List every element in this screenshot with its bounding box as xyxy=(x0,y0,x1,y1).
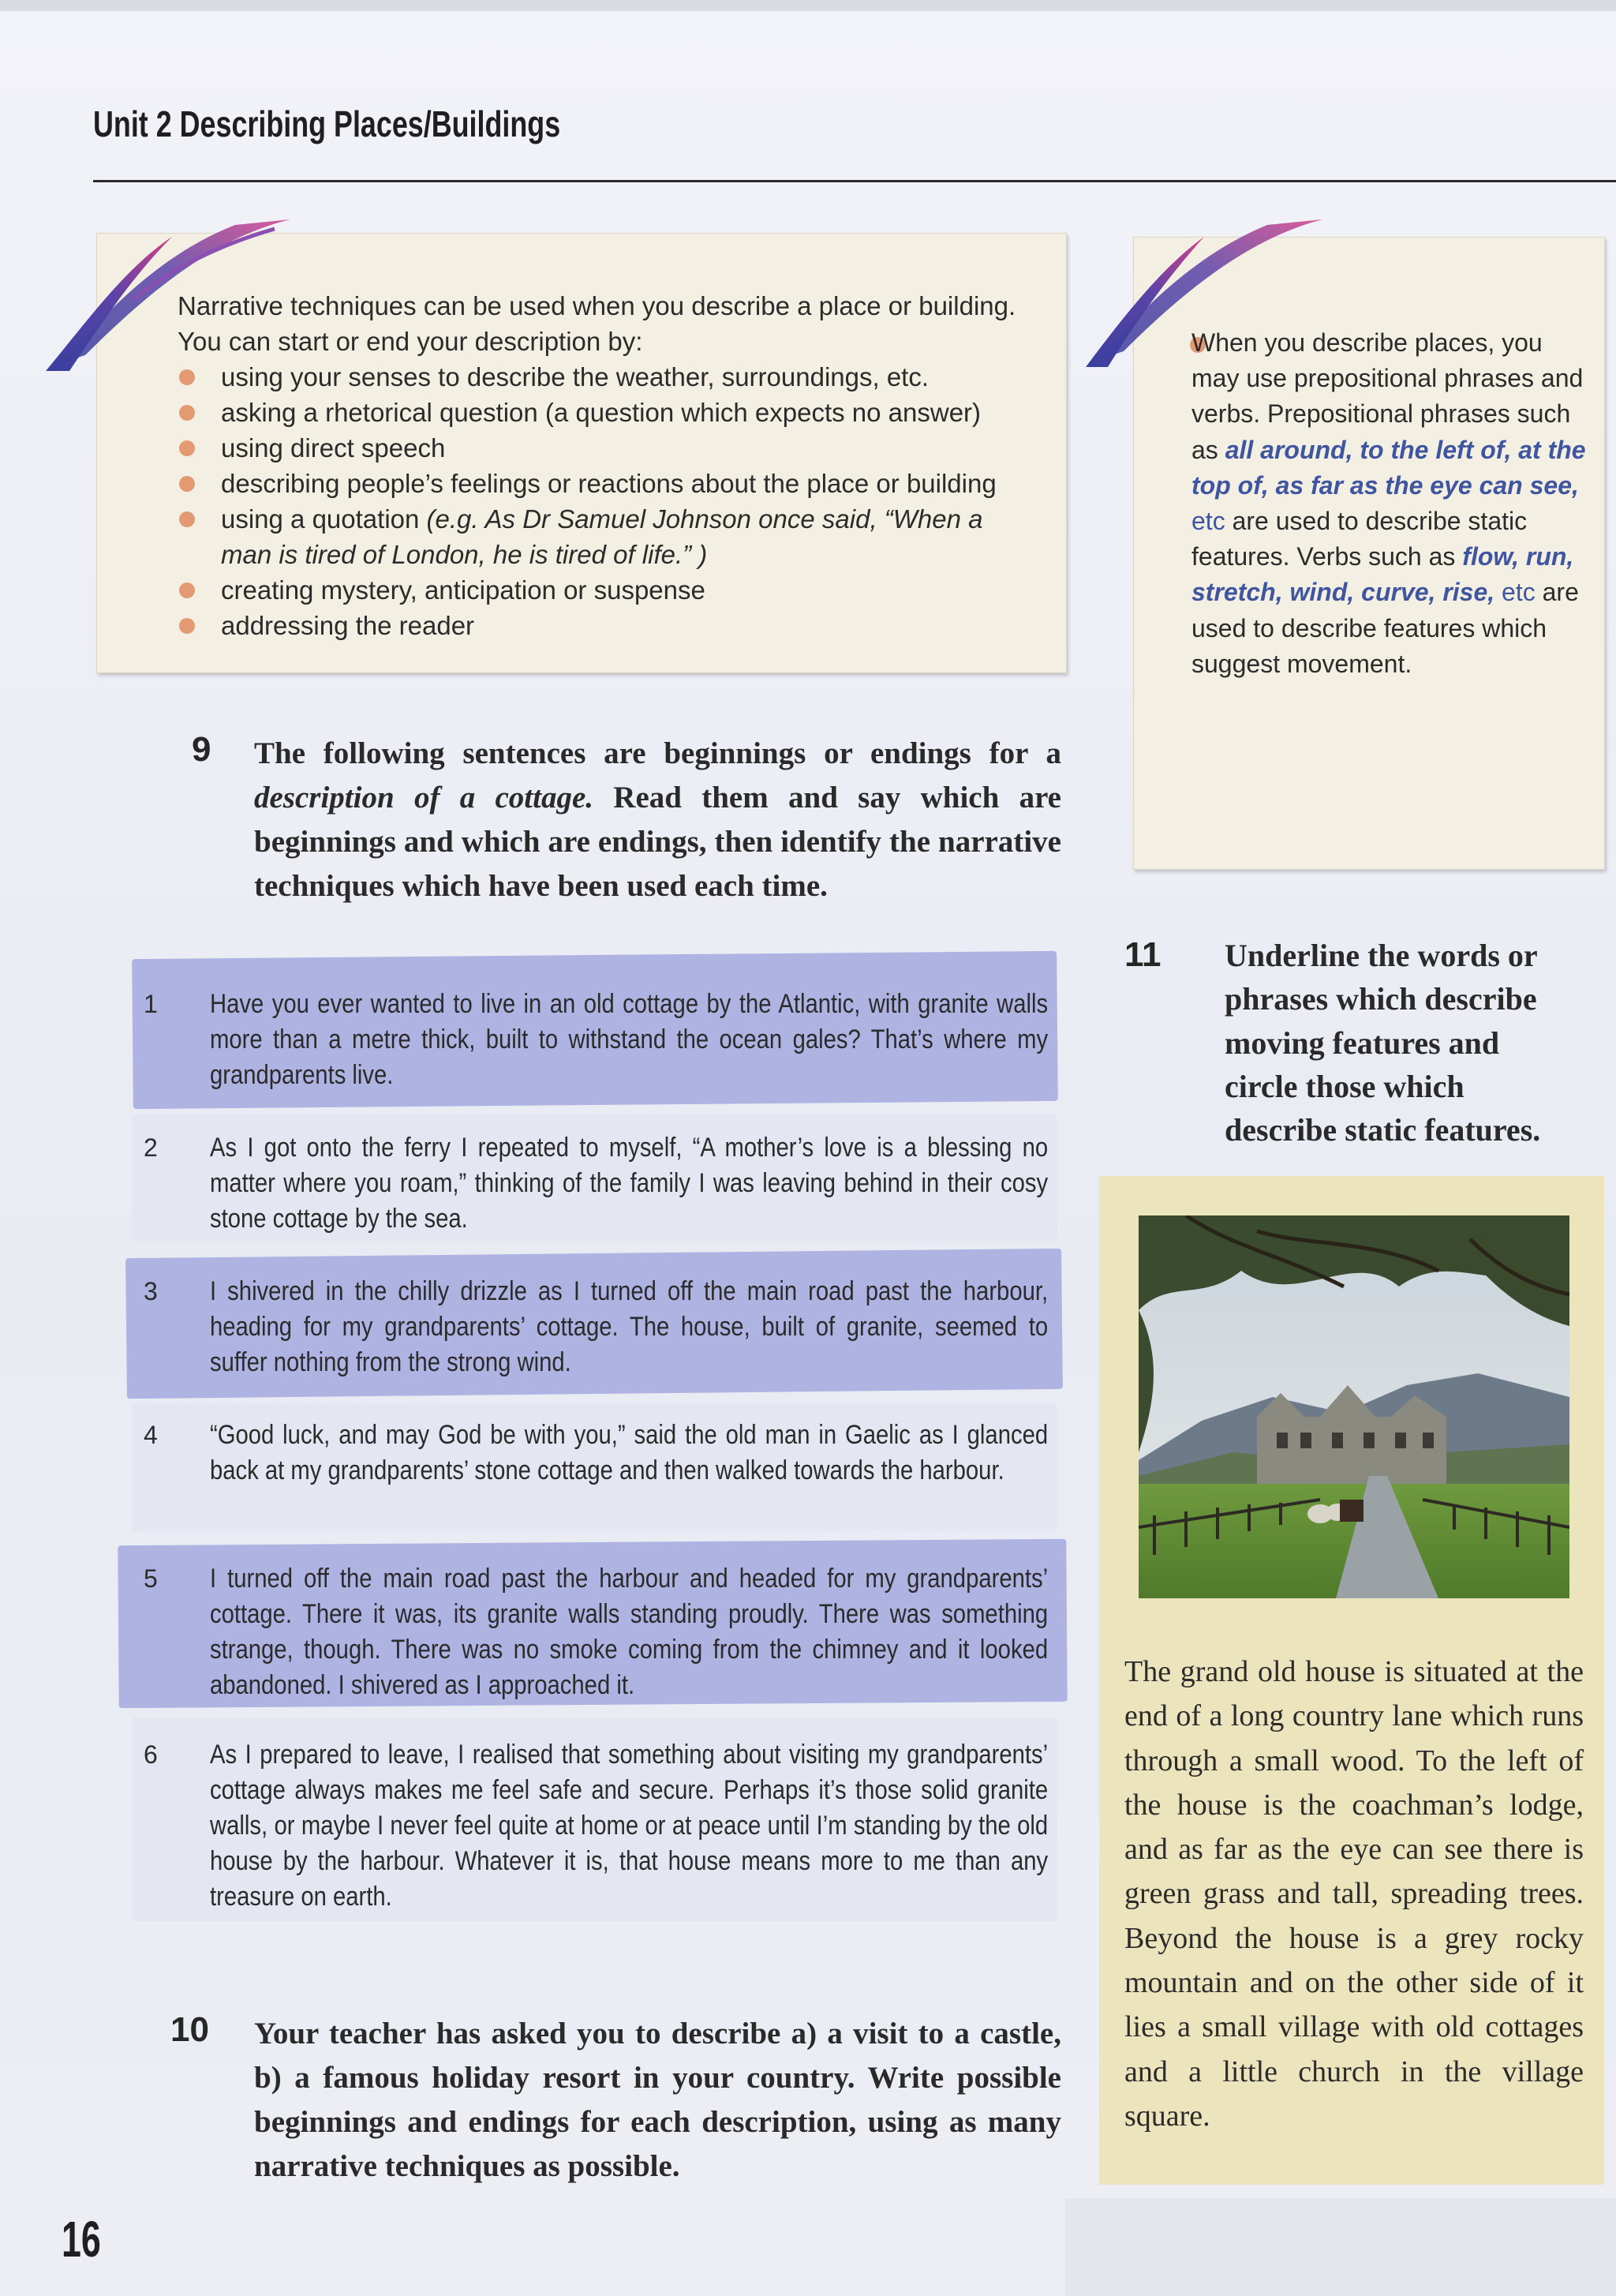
item-number: 2 xyxy=(144,1133,158,1162)
list-item: using direct speech xyxy=(178,430,1038,466)
exercise-10-number: 10 xyxy=(170,2010,209,2049)
bullet-dot-icon xyxy=(179,440,195,456)
item-text: As I got onto the ferry I repeated to myself, “A mother’s love is a blessing no matter where you roam,” thinking of the family I was leaving behind in their cosy stone cottage by the sea. xyxy=(210,1133,1049,1234)
header-rule xyxy=(93,180,1616,182)
exercise-10-instructions: Your teacher has asked you to describe a) a visit to a castle, b) a famous holiday resort in your country. Write possible beginnings and endings for each description, using as many narrative techniques as possible. xyxy=(254,2017,1061,2183)
item-number: 1 xyxy=(144,990,158,1018)
unit-title: Unit 2 Describing Places/Buildings xyxy=(93,103,561,144)
item-number: 6 xyxy=(144,1740,158,1769)
list-item: addressing the reader xyxy=(178,608,1038,643)
bullet-dot-icon xyxy=(179,618,195,634)
box2-text: When you describe places, you may use prepositional phrases and verbs. Prepositional phrases such as all around, to the left of, at the top of, as far as the eye can see, etc are used to describe static features. Verbs such as flow, run, stretch, wind, curve, rise, etc are used to describe features which suggest movement. xyxy=(1191,328,1586,678)
item-text: As I prepared to leave, I realised that something about visiting my grandparents’ cottage always makes me feel safe and secure. Perhaps it’s those solid granite walls, or maybe I never feel quite at home or at peace until I’m standing by the old house by the harbour. Whatever it is, that house means more to me than any treasure on earth. xyxy=(210,1740,1049,1912)
bullet-dot-icon xyxy=(179,369,195,385)
technique-list xyxy=(178,359,1038,643)
item-number: 5 xyxy=(144,1564,158,1593)
item-text: I shivered in the chilly drizzle as I turned off the main road past the harbour, heading for my grandparents’ cottage. The house, built of granite, seemed to suffer nothing from the strong wind. xyxy=(210,1276,1049,1377)
item-text: Have you ever wanted to live in an old cottage by the Atlantic, with granite walls more than a metre thick, built to withstand the ocean gales? That’s where my grandparents live. xyxy=(210,989,1049,1090)
exercise-11-number: 11 xyxy=(1124,935,1162,974)
item-text: I turned off the main road past the harbour and headed for my grandparents’ cottage. There it was, its granite walls standing proudly. There was something strange, though. There was no smoke coming from the chimney and it looked abandoned. I shivered as I approached it. xyxy=(210,1564,1049,1700)
top-edge-shade xyxy=(0,0,1616,11)
item-number: 4 xyxy=(144,1421,158,1449)
country-house-photo xyxy=(1139,1215,1569,1598)
list-item: describing people’s feelings or reactions about the place or building xyxy=(178,466,1038,501)
quotation-example: (e.g. As Dr Samuel Johnson once said, “When a man is tired of London, he is tired of life.” ) xyxy=(221,504,983,569)
bullet-dot-icon xyxy=(179,511,195,527)
box1-intro: Narrative techniques can be used when you describe a place or building. You can start or end your description by: xyxy=(178,291,1016,356)
photo-description-text: The grand old house is situated at the end of a long country lane which runs through a small wood. To the left of the house is the coachman’s lodge, and as far as the eye can see there is green grass and tall, spreading trees. Beyond the house is a grey rocky mountain and on the other side of it lies a small village with old cottages and a little church in the village square. xyxy=(1124,1655,1584,2133)
list-item: using your senses to describe the weather, surroundings, etc. xyxy=(178,359,1038,395)
exercise-11-instructions: Underline the words or phrases which describe moving features and circle those which describe static features. xyxy=(1225,938,1541,1148)
bullet-dot-icon xyxy=(179,476,195,492)
bullet-dot-icon xyxy=(179,582,195,598)
exercise-9-number: 9 xyxy=(192,730,211,769)
list-item: creating mystery, anticipation or suspense xyxy=(178,572,1038,608)
exercise-9-instructions: The following sentences are beginnings or endings for a description of a cottage. Read them and say which are beginnings and which are endings, then identify the narrative techniques which have been used each time. xyxy=(254,736,1061,903)
bullet-dot-icon xyxy=(179,405,195,421)
list-item: asking a rhetorical question (a question which expects no answer) xyxy=(178,395,1038,430)
item-text: “Good luck, and may God be with you,” said the old man in Gaelic as I glanced back at my grandparents’ stone cottage and then walked towards the harbour. xyxy=(210,1420,1049,1485)
item-number: 3 xyxy=(144,1277,158,1305)
page-number: 16 xyxy=(62,2211,101,2268)
bottom-shade xyxy=(1065,2198,1616,2296)
list-item: using a quotation (e.g. As Dr Samuel Johnson once said, “When a man is tired of London, he is tired of life.” ) xyxy=(178,501,1038,572)
